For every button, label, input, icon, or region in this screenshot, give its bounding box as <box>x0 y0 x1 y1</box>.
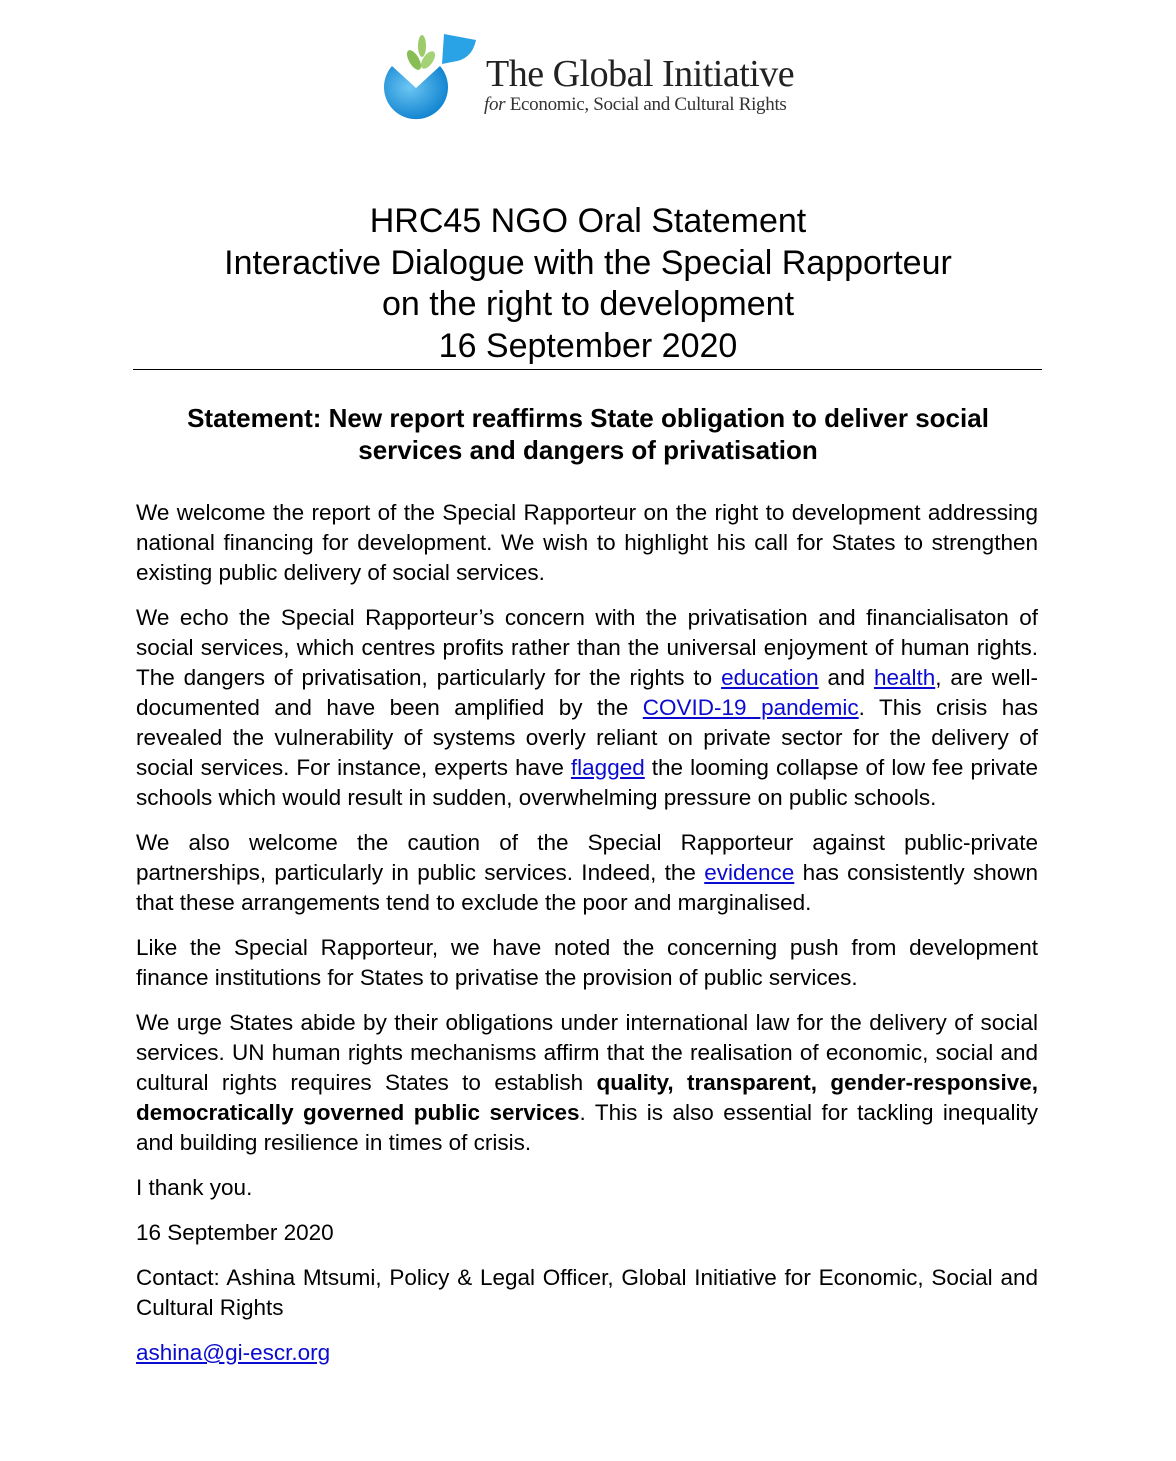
title-line: 16 September 2020 <box>438 326 738 365</box>
document-title <box>0 201 1176 367</box>
statement-body <box>136 498 1038 1383</box>
text: has consistently shown that these arrangements tend to exclude the poor and marginalised. <box>136 860 1038 915</box>
contact: Contact: Ashina Mtsumi, Policy & Legal Officer, Global Initiative for Economic, Social and Cultural Rights <box>136 1265 1038 1320</box>
closing: I thank you. <box>136 1175 253 1200</box>
date: 16 September 2020 <box>136 1220 334 1245</box>
link-health[interactable]: health <box>873 665 936 690</box>
title-line: Interactive Dialogue with the Special Rapporteur <box>224 243 952 282</box>
link-flagged[interactable]: flagged <box>570 755 645 780</box>
paragraph-2 <box>136 603 1038 813</box>
paragraph-3 <box>136 828 1038 918</box>
title-line: on the right to development <box>381 285 795 323</box>
divider <box>133 369 1042 370</box>
statement-heading <box>130 402 1046 466</box>
heading-line: services and dangers of privatisation <box>358 435 818 465</box>
text: , are well-documented and have been amplified by the <box>136 665 1039 720</box>
logo-sub-for: for <box>484 94 506 115</box>
logo-subtitle <box>484 94 787 116</box>
email-link[interactable]: ashina@gi-escr.org <box>136 1340 331 1365</box>
link-covid-pandemic[interactable]: COVID-19 pandemic <box>642 695 859 720</box>
text: . This is also essential for tackling inequality and building resilience in times of crisis. <box>136 1100 1038 1155</box>
text: We also welcome the caution of the Special Rapporteur against public-private partnerships, particularly in public services. Indeed, the <box>136 830 1038 885</box>
link-education[interactable]: education <box>721 665 819 690</box>
text: and <box>818 665 874 690</box>
link-evidence[interactable]: evidence <box>704 860 795 885</box>
text: . This crisis has revealed the vulnerability of systems overly reliant on private sector for the delivery of social services. For instance, experts have <box>136 695 1038 780</box>
text: We urge States abide by their obligations under international law for the delivery of social services. UN human rights mechanisms affirm that the realisation of economic, social and cultural rights requires States to establish <box>136 1010 1038 1095</box>
heading-line: Statement: New report reaffirms State obligation to deliver social <box>187 403 989 433</box>
paragraph-1: We welcome the report of the Special Rapporteur on the right to development addressing national financing for development. We wish to highlight his call for States to strengthen existing public delivery of social services. <box>136 500 1038 585</box>
paragraph-4: Like the Special Rapporteur, we have noted the concerning push from development finance institutions for States to privatise the provision of public services. <box>136 935 1038 990</box>
title-line: HRC45 NGO Oral Statement <box>369 202 807 240</box>
logo-sub-rest: Economic, Social and Cultural Rights <box>505 94 787 115</box>
text: the looming collapse of low fee private schools which would result in sudden, overwhelming pressure on public schools. <box>136 755 1038 810</box>
paragraph-5 <box>136 1008 1038 1158</box>
logo-title: The Global Initiative <box>486 53 795 95</box>
organization-logo <box>384 26 804 121</box>
bold-text: quality, transparent, gender-responsive, democratically governed public services <box>136 1070 1038 1125</box>
text: We echo the Special Rapporteur’s concern with the privatisation and financialisaton of social services, which centres profits rather than the universal enjoyment of human rights. The dangers of privatisation, particularly for the rights to <box>136 605 1038 690</box>
globe-sprout-icon <box>384 26 479 121</box>
